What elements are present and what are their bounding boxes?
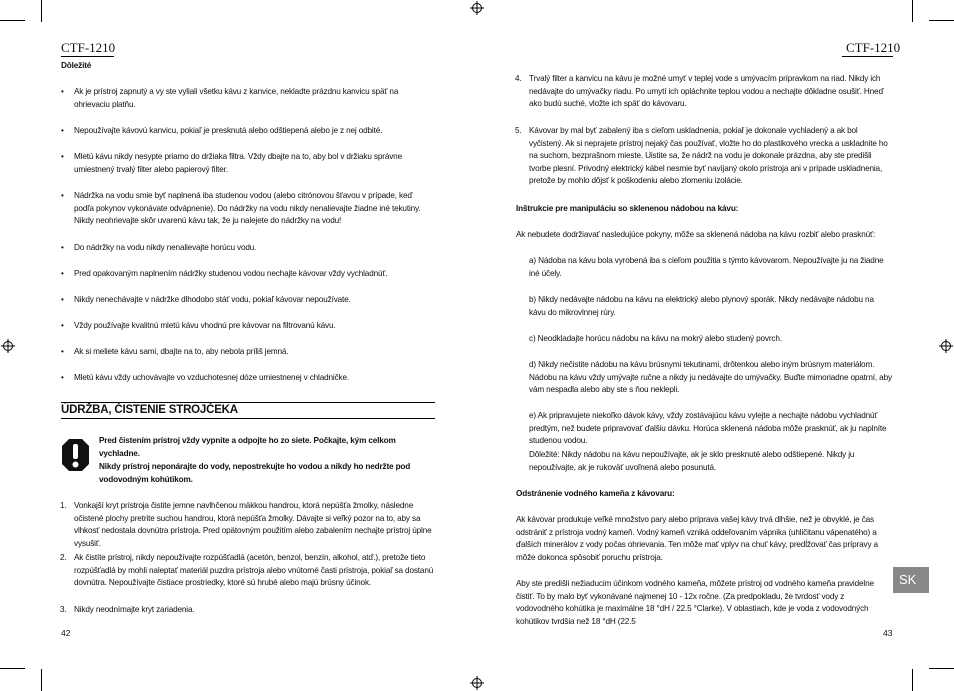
- list-item: • Nikdy nenechávajte v nádržke dlhodobo stáť vodu, pokiaľ kávovar nepoužívate.: [74, 294, 429, 307]
- step-number: 2.: [60, 553, 67, 562]
- list-item: • Mletú kávu vždy uchovávajte vo vzduchotesnej dóze umiestnenej v chladničke.: [74, 372, 429, 385]
- crop-mark: [929, 668, 954, 669]
- crop-mark: [41, 0, 42, 22]
- step-item: [515, 73, 889, 111]
- glass-item: e) Ak pripravujete niekoľko dávok kávy, vždy zostávajúcu kávu vylejte a nechajte nádobu vychladnúť predtým, než budete pripravovať ďalšiu dávku. Horúca sklenená nádoba môže prasknúť, ak ju naplníte studenou vodou.: [529, 411, 887, 446]
- crop-mark: [912, 0, 913, 22]
- step-text: Kávovar by mal byť zabalený iba s cieľom uskladnenia, pokiaľ je dokonale vychladený a ak bol vyčistený. Ak si neprajete prístroj nejaký čas používať, vložte ho do plastikového vrecka a uskladnite ho na suchom, bezprašnom mieste. Uistite sa, že nádrž na vodu je dokonale prázdna, aby ste predišli tvorbe plesní. Privodný elektrický kábel nesmie byť navíjaný okolo prístroja ani v prípade uskladnenia, pretože by mohlo dôjsť k poškodeniu alebo zlomeniu izolácie.: [529, 126, 888, 186]
- list-item: • Nepoužívajte kávovú kanvicu, pokiaľ je presknutá alebo odštiepená alebo je z nej odbité.: [74, 125, 429, 138]
- page-number-right: 43: [883, 628, 893, 638]
- glass-heading: Inštrukcie pre manipuláciu so sklenenou nádobou na kávu:: [516, 204, 739, 213]
- scale-heading: Odstránenie vodného kameňa z kávovaru:: [516, 489, 675, 498]
- step-number: 1.: [60, 501, 67, 510]
- crop-mark: [0, 20, 25, 21]
- section-title: ÚDRŽBA, ČISTENIE STROJČEKA: [61, 404, 238, 416]
- list-item: • Nádržka na vodu smie byť naplnená iba studenou vodou (alebo citrónovou šťavou v prípade, keď podľa pokynov vykonávate odvápnenie). Do nádržky na vodu nikdy nenalievajte žiadne iné tekutiny. Nikdy neohrievajte skôr uvarenú kávu tak, že ju nalejete do nádržky na vodu!: [74, 190, 429, 228]
- crop-mark: [0, 668, 25, 669]
- step-text: Nikdy neodnímajte kryt zariadenia.: [74, 605, 195, 614]
- step-number: 5.: [515, 126, 522, 135]
- section-rule-top: [61, 402, 435, 403]
- scale-paragraph: Ak kávovar produkuje veľké množstvo pary alebo príprava vašej kávy trvá dlhšie, než je obvyklé, je čas odstrániť z prístroja vodný kameň. Vodný kameň vzniká oddeľovaním vápnika (uhličitanu vápenatého) a ďalších minerálov z vody počas ohrievania. Ten môže mať vplyv na chuť kávy, predĺžovať čas prípravy a môže dokonca spôsobiť poruchu prístroja.: [516, 515, 878, 562]
- registration-mark-icon: [470, 1, 484, 15]
- list-item: • Do nádržky na vodu nikdy nenalievajte horúcu vodu.: [74, 242, 429, 255]
- language-tab: SK: [893, 567, 929, 593]
- step-item: [515, 125, 889, 188]
- warning-text-2: Nikdy prístroj neponárajte do vody, nepostrekujte ho vodou a nikdy ho nedržte pod vodovodným kohútikom.: [99, 462, 411, 484]
- step-item: [60, 604, 434, 617]
- header-rule-left: [61, 56, 114, 57]
- registration-mark-icon: [1, 339, 15, 353]
- page-number-left: 42: [61, 628, 71, 638]
- warning-icon: [61, 438, 90, 472]
- crop-mark: [41, 669, 42, 691]
- list-item: • Ak je prístroj zapnutý a vy ste vyliali všetku kávu z kanvice, nekladte prázdnu kanvicu späť na ohrievaciu platňu.: [74, 86, 429, 111]
- crop-mark: [929, 20, 954, 21]
- list-item: • Pred opakovaným naplnením nádržky studenou vodou nechajte kávovar vždy vychladnúť.: [74, 268, 429, 281]
- section-rule-bottom: [61, 418, 435, 419]
- glass-item: d) Nikdy nečistite nádobu na kávu brúsnymi tekutinami, drôtenkou alebo iným brúsnym materiálom. Nádobu na kávu vždy umývajte ručne a nikdy ju nedávajte do umývačky. Buďte mimoriadne opatrní, aby vám nespadla alebo aby ste s ňou neklepli.: [529, 360, 892, 395]
- list-item: • Vždy používajte kvalitnú mletú kávu vhodnú pre kávovar na filtrovanú kávu.: [74, 320, 429, 333]
- step-number: 4.: [515, 74, 522, 83]
- list-item: • Mletú kávu nikdy nesypte priamo do držiaka filtra. Vždy dbajte na to, aby bol v držiaku správne umiestnený trvalý filter alebo papierový filter.: [74, 151, 429, 176]
- glass-item: b) Nikdy nedávajte nádobu na kávu na elektrický alebo plynový sporák. Nikdy nedávajte nádobu na kávu do mikrovlnnej rúry.: [529, 295, 874, 317]
- glass-item: Dôležité: Nikdy nádobu na kávu nepoužívajte, ak je sklo presknuté alebo odštiepené. Nikdy ju nepoužívajte, ak je rukoväť uvoľnená alebo posunutá.: [529, 450, 855, 472]
- header-rule-right: [842, 56, 893, 57]
- scale-paragraph: Aby ste predišli nežiaducim účinkom vodného kameňa, môžete prístroj od vodného kameňa pravidelne čistiť. To by malo byť vykonávané najmenej 10 - 12x ročne. (Za predpokladu, že tvrdosť vody z vodovodného kohútika je maximálne 18 °dH / 22.5 °Clarke). V oblastiach, kde je voda z vodovodných kohútikov tvrdšia než 18 °dH (22.5: [516, 579, 874, 626]
- list-item: • Ak si meliete kávu sami, dbajte na to, aby nebola príliš jemná.: [74, 346, 429, 359]
- step-item: [60, 552, 434, 590]
- warning-text-1: Pred čistením prístroj vždy vypnite a odpojte ho zo siete. Počkajte, kým celkom vychladne.: [99, 436, 396, 458]
- registration-mark-icon: [470, 676, 484, 690]
- step-text: Vonkajší kryt prístroja čistite jemne navlhčenou mäkkou handrou, ktorá nepúšťa žmolky, následne očistené plochy pretrite suchou handrou, ktorá nepúšťa žmolky. Dávajte si veľký pozor na to, aby sa vlhkosť nedostala dovnútra prístroja. Pred opätovným použitím alebo zabalením nechajte prístroj úplne vysušiť.: [74, 501, 432, 548]
- glass-item: c) Neodkladajte horúcu nádobu na kávu na mokrý alebo studený povrch.: [529, 334, 782, 343]
- model-header-left: CTF-1210: [61, 40, 116, 55]
- glass-intro: Ak nebudete dodržiavať nasledujúce pokyny, môže sa sklenená nádoba na kávu rozbiť alebo prasknúť:: [516, 230, 876, 239]
- step-text: Ak čistíte prístroj, nikdy nepoužívajte rozpúšťadlá (acetón, benzol, benzín, alkohol, atď.), pretože tieto rozpúšťadlá by mohli naleptať materiál puzdra prístroja alebo vnútorné časti prístroja, pokiaľ sa dostanú dovnútra. Nepoužívajte čistiace prostriedky, ktoré sú hrubé alebo majú brúsny účinok.: [74, 553, 434, 588]
- step-number: 3.: [60, 605, 67, 614]
- registration-mark-icon: [939, 339, 953, 353]
- step-item: [60, 500, 434, 550]
- model-header-right: CTF-1210: [846, 40, 901, 55]
- important-label: Dôležité: [61, 61, 92, 70]
- step-text: Trvalý filter a kanvicu na kávu je možné umyť v teplej vode s umývacím prípravkom na riad. Nikdy ich nedávajte do umývačky riadu. Po umytí ich opláchnite teplou vodou a nechajte dôkladne osušiť. Hneď ako budú suché, vložte ich späť do kávovaru.: [529, 74, 884, 109]
- glass-item: a) Nádoba na kávu bola vyrobená iba s cieľom použitia s týmto kávovarom. Nepoužívajte ju na žiadne iné účely.: [529, 256, 884, 278]
- crop-mark: [912, 669, 913, 691]
